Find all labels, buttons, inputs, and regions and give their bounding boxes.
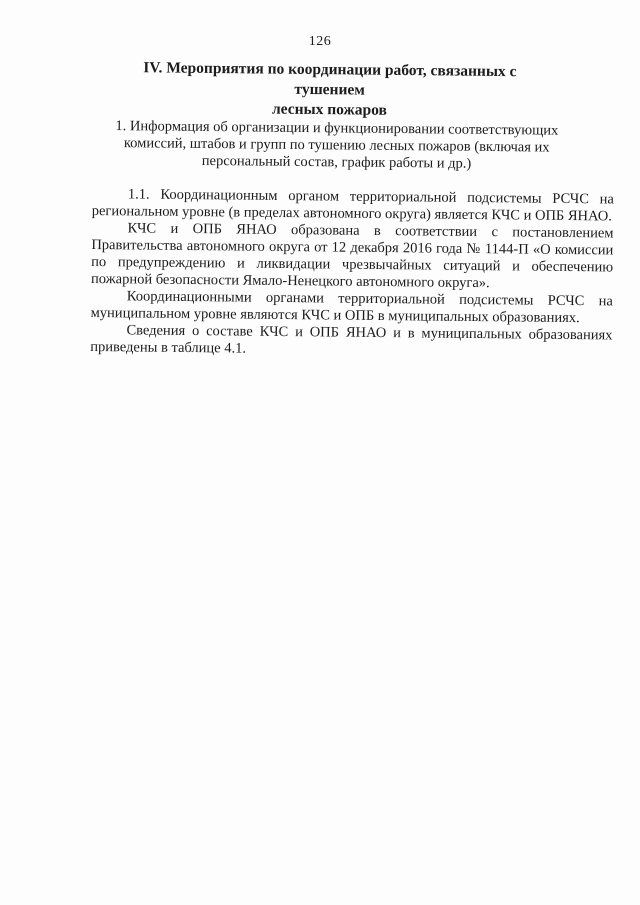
- page-number: 126: [308, 34, 332, 49]
- body-text: [90, 186, 614, 361]
- paragraph: 1.1. Координационным органом территориальной подсистемы РСЧС на региональном уровне (в пределах автономного округа) является КЧС и ОПБ ЯНАО.: [91, 186, 614, 225]
- subsection-heading: 1. Информация об организации и функционировании соответствующих комиссий, штабов и групп по тушению лесных пожаров (включая их персональный состав, график работы и др.): [115, 118, 559, 172]
- paragraph: Координационными органами территориальной подсистемы РСЧС на муниципальном уровне являются КЧС и ОПБ в муниципальных образованиях.: [90, 288, 613, 327]
- section-title-line-2: лесных пожаров: [271, 100, 388, 119]
- section-title: [119, 58, 540, 122]
- paragraph: КЧС и ОПБ ЯНАО образована в соответствии с постановлением Правительства автономного округа от 12 декабря 2016 года № 1144-П «О комиссии по предупреждению и ликвидации чрезвычайных ситуаций и обеспечению пожарной безопасности Ямало-Ненецкого автономного округа».: [90, 220, 614, 292]
- section-title-line-1: IV. Мероприятия по координации работ, связанных с тушением: [143, 59, 517, 99]
- paragraph: Сведения о составе КЧС и ОПБ ЯНАО и в муниципальных образованиях приведены в таблице 4.1.: [90, 322, 613, 357]
